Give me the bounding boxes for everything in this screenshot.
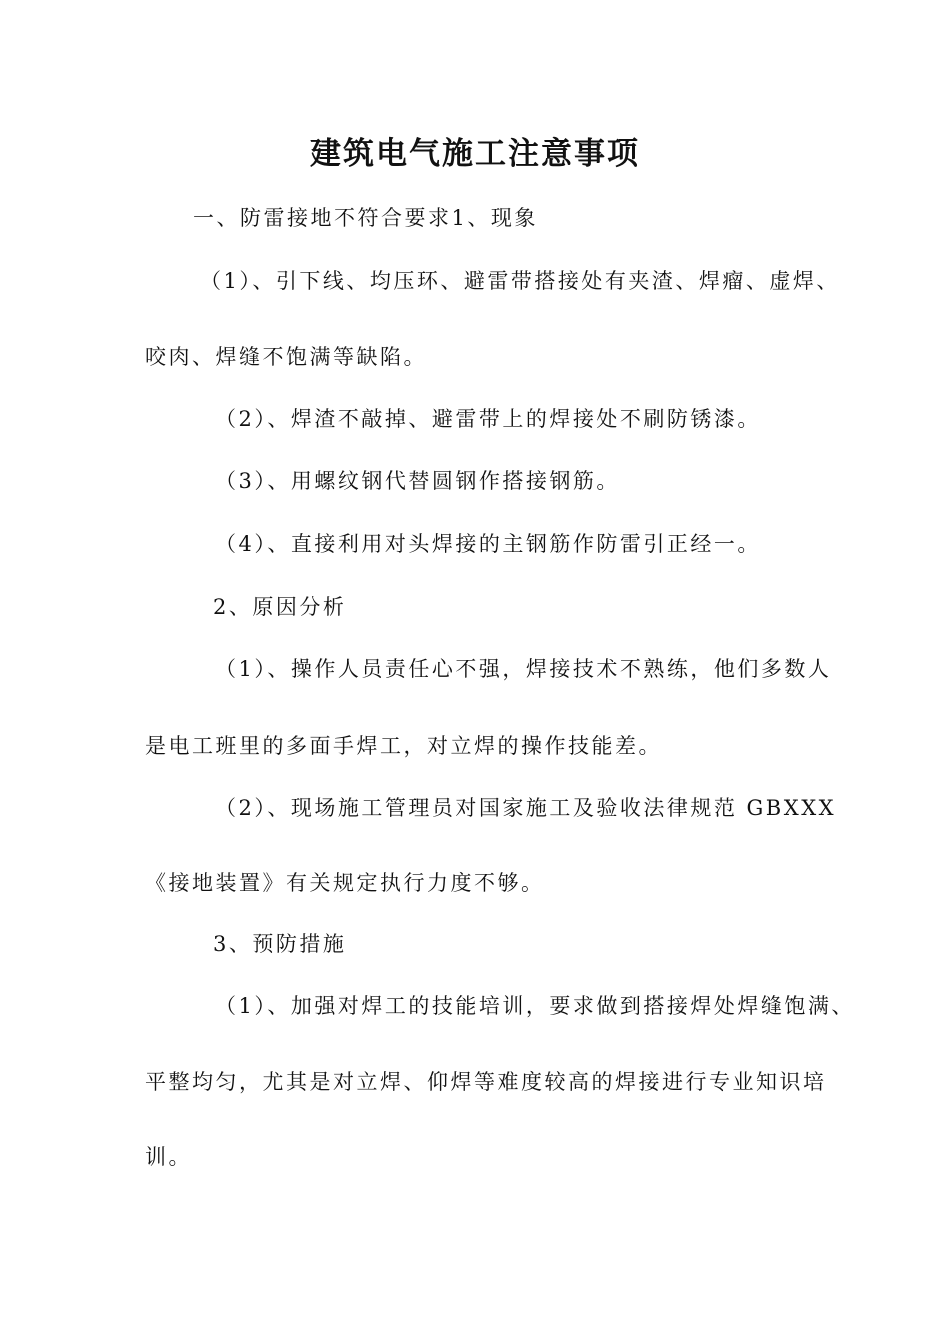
paragraph-line: （2）、焊渣不敲掉、避雷带上的焊接处不刷防锈漆。 xyxy=(215,407,761,431)
paragraph-line: （2）、现场施工管理员对国家施工及验收法律规范 GBXXX xyxy=(215,796,837,820)
paragraph-line: （4）、直接利用对头焊接的主钢筋作防雷引正经一。 xyxy=(215,532,761,556)
document-title: 建筑电气施工注意事项 xyxy=(310,136,640,172)
paragraph-line: （1）、操作人员责任心不强，焊接技术不熟练，他们多数人 xyxy=(215,657,832,681)
section-heading-1: 一、防雷接地不符合要求1、现象 xyxy=(193,206,538,230)
paragraph-line: 《接地装置》有关规定执行力度不够。 xyxy=(145,871,545,895)
section-heading-2: 2、原因分析 xyxy=(213,595,347,619)
paragraph-line: （1）、加强对焊工的技能培训，要求做到搭接焊处焊缝饱满、 xyxy=(215,994,855,1018)
paragraph-line: 咬肉、焊缝不饱满等缺陷。 xyxy=(145,345,427,369)
section-heading-3: 3、预防措施 xyxy=(213,932,347,956)
paragraph-line: （3）、用螺纹钢代替圆钢作搭接钢筋。 xyxy=(215,469,620,493)
paragraph-line: 训。 xyxy=(145,1145,192,1169)
paragraph-line: （1）、引下线、均压环、避雷带搭接处有夹渣、焊瘤、虚焊、 xyxy=(200,269,840,293)
paragraph-line: 是电工班里的多面手焊工，对立焊的操作技能差。 xyxy=(145,734,662,758)
paragraph-line: 平整均匀，尤其是对立焊、仰焊等难度较高的焊接进行专业知识培 xyxy=(145,1070,827,1094)
